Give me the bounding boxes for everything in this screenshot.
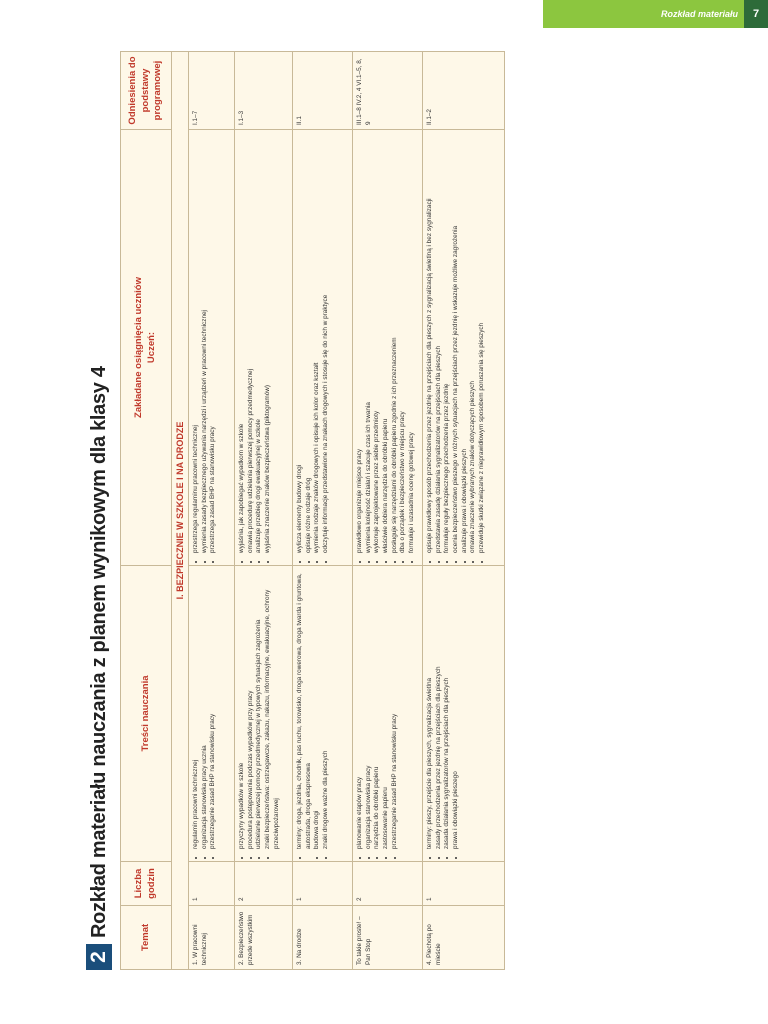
list-item: • wymienia rodzaje znaków drogowych i opisuje ich kolor oraz kształt: [313, 134, 322, 553]
col-header-osiagniecia-title: Zakładane osiągnięcia uczniów: [133, 277, 145, 418]
list-item: • udzielanie pierwszej pomocy przedmedycznej w typowych sytuacjach zagrożenia: [255, 570, 264, 849]
title-bar: [84, 50, 114, 970]
curriculum-table: [120, 51, 505, 970]
cell-osiagniecia: [235, 130, 293, 566]
osiagniecia-list: [192, 134, 218, 561]
list-item: • ocenia bezpieczeństwo pieszego w różnych sytuacjach na przejściach przez jezdnię i wskazuje możliwe zagrożenia: [452, 134, 461, 553]
list-item: • wymienia kolejność działań i szacuje czas ich trwania: [365, 134, 374, 553]
col-header-odniesienia: Odniesienia do podstawy programowej: [121, 52, 172, 130]
list-item: • analizuje przebieg drogi ewakuacyjnej w szkole: [255, 134, 264, 553]
list-item: • organizacja stanowiska pracy ucznia: [201, 570, 210, 849]
list-item: • formułuje i uzasadnia ocenę gotowej pracy: [408, 134, 417, 553]
list-item: • znaki bezpieczeństwa: ostrzegawcze, zakazu, nakazu, informacyjne, ewakuacyjne, ochrony przeciwpożarowej: [264, 570, 281, 849]
cell-tresci: [353, 566, 423, 862]
cell-odniesienia: II.1–2: [423, 52, 505, 130]
list-item: • analizuje prawa i obowiązki pieszych: [461, 134, 470, 553]
list-item: • wymienia zasady bezpiecznego używania narzędzi i urządzeń w pracowni technicznej: [201, 134, 210, 553]
list-item: • wyjaśnia, jak zapobiegać wypadkom w szkole: [238, 134, 247, 553]
list-item: • posługuje się narzędziami do obróbki papieru zgodnie z ich przeznaczeniem: [391, 134, 400, 553]
list-item: • narzędzia do obróbki papieru: [373, 570, 382, 849]
page-number: 7: [744, 0, 768, 28]
list-item: • odczytuje informacje przedstawione na znakach drogowych i stosuje się do nich w praktyce: [322, 134, 331, 553]
page-title: Rozkład materiału nauczania z planem wynikowym dla klasy 4: [87, 366, 110, 938]
tresci-list: [296, 570, 331, 857]
list-item: • terminy: pieszy, przejście dla pieszych, sygnalizacja świetlna: [426, 570, 435, 849]
cell-temat: 2. Bezpieczeństwo przede wszystkim: [235, 906, 293, 970]
cell-godziny: 1: [293, 862, 353, 906]
table-row: [189, 52, 235, 970]
list-item: • omawia procedurę udzielania pierwszej pomocy przedmedycznej: [247, 134, 256, 553]
table-row: [293, 52, 353, 970]
list-item: • wykonuje zaprojektowane przez siebie przedmioty: [373, 134, 382, 553]
col-header-temat: Temat: [121, 906, 172, 970]
section-number-badge: 2: [86, 944, 112, 970]
list-item: • budowa drogi: [313, 570, 322, 849]
list-item: • zastosowanie papieru: [382, 570, 391, 849]
list-item: • przestrzeganie zasad BHP na stanowisku pracy: [209, 570, 218, 849]
list-item: • procedura postępowania podczas wypadków przy pracy: [247, 570, 256, 849]
cell-godziny: 2: [235, 862, 293, 906]
cell-odniesienia: I.1–7: [189, 52, 235, 130]
osiagniecia-list: [238, 134, 273, 561]
tresci-list: [356, 570, 399, 857]
cell-tresci: [235, 566, 293, 862]
list-item: • dba o porządek i bezpieczeństwo w miejscu pracy: [399, 134, 408, 553]
table-row: [235, 52, 293, 970]
cell-tresci: [293, 566, 353, 862]
list-item: • przyczyny wypadków w szkole: [238, 570, 247, 849]
cell-odniesienia: III.1–8 IV.2, 4 VI.1–5, 8, 9: [353, 52, 423, 130]
col-header-liczba: Liczba godzin: [121, 862, 172, 906]
col-header-uczen: Uczeń:: [146, 331, 157, 364]
list-item: • przedstawia zasadę działania sygnalizatorów na przejściach dla pieszych: [435, 134, 444, 553]
list-item: • organizacja stanowiska pracy: [365, 570, 374, 849]
list-item: • prawa i obowiązki pieszego: [452, 570, 461, 849]
list-item: • znaki drogowe ważne dla pieszych: [322, 570, 331, 849]
col-header-tresci: Treści nauczania: [121, 566, 172, 862]
list-item: • terminy: droga, jezdnia, chodnik, pas ruchu, torowisko, droga rowerowa, droga twarda i gruntowa, autostrada, droga ekspresowa: [296, 570, 313, 849]
list-item: • opisuje prawidłowy sposób przechodzenia przez jezdnię na przejściach dla pieszych z sygnalizacją świetlną i bez sygnalizacji: [426, 134, 435, 553]
list-item: • właściwie dobiera narzędzia do obróbki papieru: [382, 134, 391, 553]
page-header-tab: [543, 0, 768, 28]
cell-odniesienia: I.1–3: [235, 52, 293, 130]
tresci-list: [238, 570, 281, 857]
cell-temat: 3. Na drodze: [293, 906, 353, 970]
cell-godziny: 1: [189, 862, 235, 906]
osiagniecia-list: [356, 134, 416, 561]
section-heading: I. BEZPIECZNIE W SZKOLE I NA DRODZE: [172, 52, 189, 970]
list-item: • zasada działania sygnalizatorów na przejściach dla pieszych: [443, 570, 452, 849]
cell-godziny: 1: [423, 862, 505, 906]
rotated-page-content: [84, 50, 588, 970]
cell-tresci: [423, 566, 505, 862]
cell-temat: 4. Piechotą po mieście: [423, 906, 505, 970]
list-item: • opisuje różne rodzaje dróg: [305, 134, 314, 553]
list-item: • wylicza elementy budowy drogi: [296, 134, 305, 553]
cell-tresci: [189, 566, 235, 862]
cell-godziny: 2: [353, 862, 423, 906]
cell-odniesienia: II.1: [293, 52, 353, 130]
list-item: • przestrzega zasad BHP na stanowisku pracy: [209, 134, 218, 553]
list-item: • prawidłowo organizuje miejsce pracy: [356, 134, 365, 553]
tresci-list: [426, 570, 461, 857]
col-header-osiagniecia: [121, 130, 172, 566]
list-item: • regulamin pracowni technicznej: [192, 570, 201, 849]
cell-osiagniecia: [423, 130, 505, 566]
cell-osiagniecia: [293, 130, 353, 566]
list-item: • planowanie etapów pracy: [356, 570, 365, 849]
osiagniecia-list: [426, 134, 486, 561]
list-item: • przewiduje skutki związane z nieprawidłowym sposobem poruszania się pieszych: [478, 134, 487, 553]
header-label: Rozkład materiału: [660, 9, 738, 19]
cell-temat: To takie proste! – Pan Stop: [353, 906, 423, 970]
list-item: • omawia znaczenie wybranych znaków dotyczących pieszych: [469, 134, 478, 553]
list-item: • przestrzeganie zasad BHP na stanowisku pracy: [391, 570, 400, 849]
list-item: • zasady przechodzenia przez jezdnię na przejściach dla pieszych: [435, 570, 444, 849]
osiagniecia-list: [296, 134, 331, 561]
tresci-list: [192, 570, 218, 857]
list-item: • wyjaśnia znaczenie znaków bezpieczeństwa (piktogramów): [264, 134, 273, 553]
table-row: [353, 52, 423, 970]
list-item: • formułuje reguły bezpiecznego przechodzenia przez jezdnię: [443, 134, 452, 553]
cell-temat: 1. W pracowni technicznej: [189, 906, 235, 970]
cell-osiagniecia: [353, 130, 423, 566]
table-row: [423, 52, 505, 970]
cell-osiagniecia: [189, 130, 235, 566]
list-item: • przestrzega regulaminu pracowni technicznej: [192, 134, 201, 553]
